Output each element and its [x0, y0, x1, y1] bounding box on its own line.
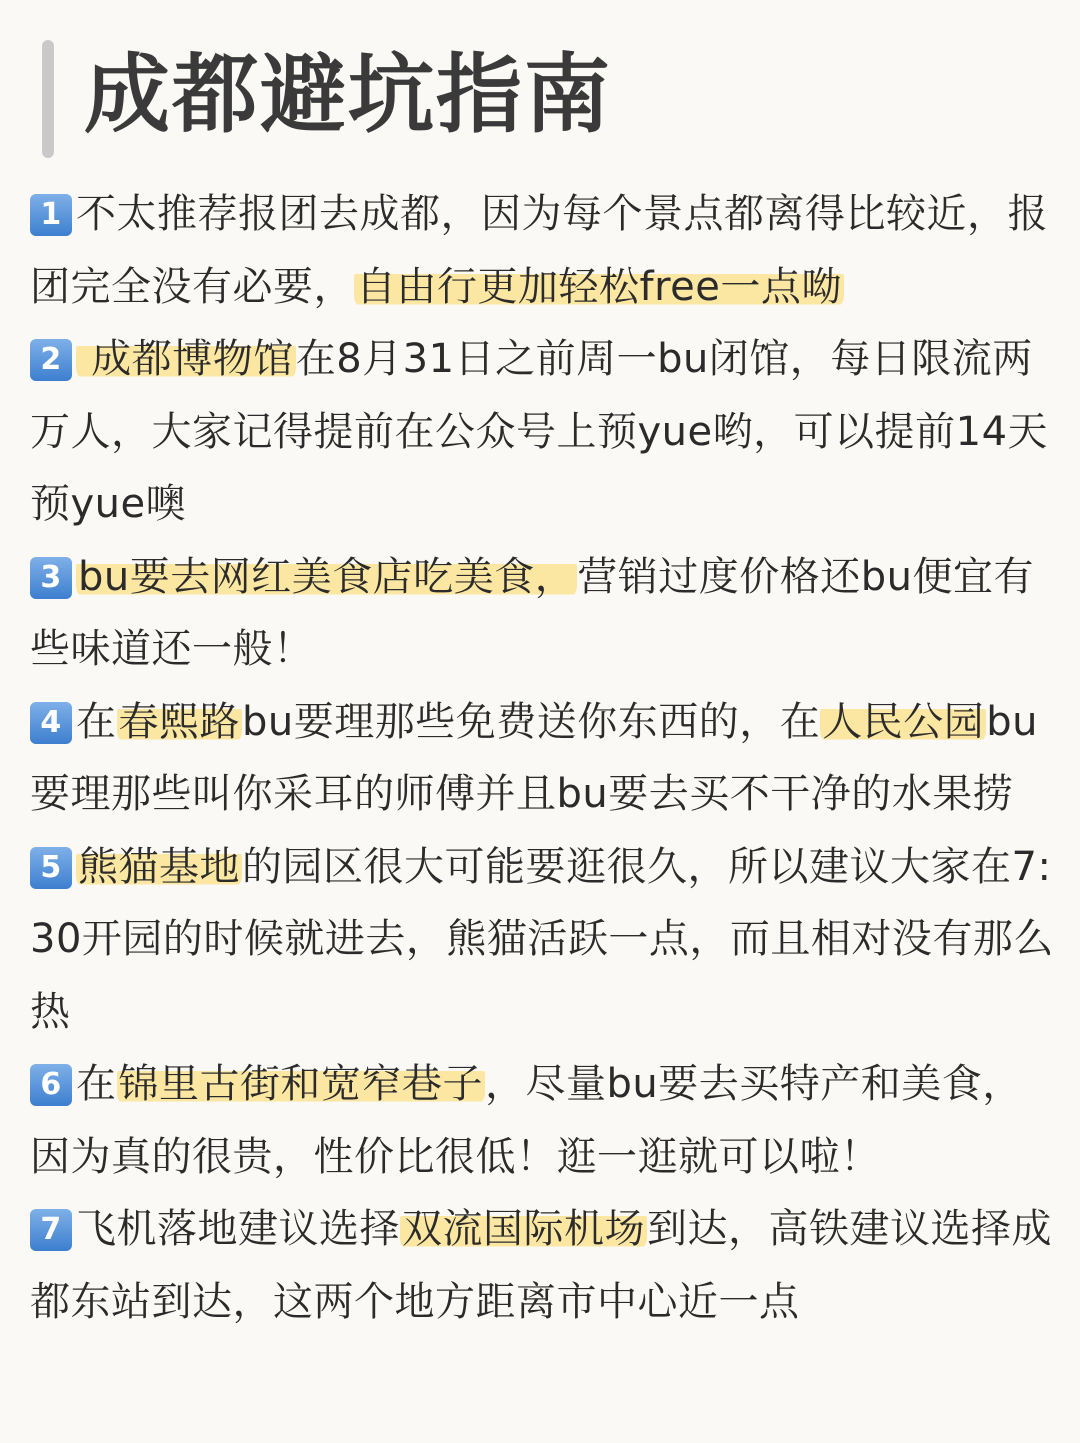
tip-text: 营销过度价格还bu便宜有些味道还一般！ — [30, 553, 1034, 672]
number-badge-icon: 2 — [30, 339, 72, 381]
tip-item — [30, 178, 1060, 323]
tip-text: ，尽量bu要去买特产和美食，因为真的很贵，性价比很低！逛一逛就可以啦！ — [30, 1061, 1023, 1180]
tip-item — [30, 1193, 1060, 1338]
tip-item — [30, 1048, 1060, 1193]
tip-item — [30, 831, 1060, 1049]
tip-item — [30, 686, 1060, 831]
tip-text: 到达，高铁建议选择成都东站到达，这两个地方距离市中心近一点 — [30, 1206, 1052, 1325]
tip-text: 在 — [76, 1061, 117, 1107]
number-badge-icon: 1 — [30, 194, 72, 236]
tips-list — [30, 178, 1060, 1338]
tip-text: 不太推荐报团去成都，因为每个景点都离得比较近，报团完全没有必要， — [30, 191, 1048, 310]
number-badge-icon: 4 — [30, 702, 72, 744]
tip-text: bu要理那些叫你采耳的师傅并且bu要去买不干净的水果捞 — [30, 698, 1038, 817]
number-badge-icon: 7 — [30, 1209, 72, 1251]
tip-item — [30, 323, 1060, 541]
tip-highlight: 熊猫基地 — [78, 843, 240, 890]
number-badge-icon: 5 — [30, 847, 72, 889]
tip-highlight: bu要去网红美食店吃美食， — [78, 553, 576, 600]
tip-highlight: 自由行更加轻松free一点呦 — [356, 263, 842, 310]
tip-text: 的园区很大可能要逛很久，所以建议大家在7:30开园的时候就进去，熊猫活跃一点，而且相对没有那么热 — [30, 843, 1054, 1035]
tip-highlight: 双流国际机场 — [402, 1206, 645, 1252]
tip-text: 飞机落地建议选择 — [76, 1206, 400, 1252]
title-accent-bar — [42, 40, 54, 158]
tip-item — [30, 541, 1060, 686]
tip-highlight: 人民公园 — [822, 698, 985, 745]
tip-text: bu要理那些免费送你东西的，在 — [242, 698, 821, 745]
tip-highlight: 成都博物馆 — [78, 336, 294, 382]
tip-highlight: 锦里古街和宽窄巷子 — [118, 1061, 483, 1107]
number-badge-icon: 6 — [30, 1064, 72, 1106]
tip-text: 在8月31日之前周一bu闭馆，每日限流两万人，大家记得提前在公众号上预yue哟，可以提前14天预yue噢 — [30, 336, 1049, 527]
number-badge-icon: 3 — [30, 557, 72, 599]
tip-highlight: 春熙路 — [118, 698, 240, 745]
tip-text: 在 — [76, 698, 117, 745]
page-title: 成都避坑指南 — [84, 45, 612, 145]
